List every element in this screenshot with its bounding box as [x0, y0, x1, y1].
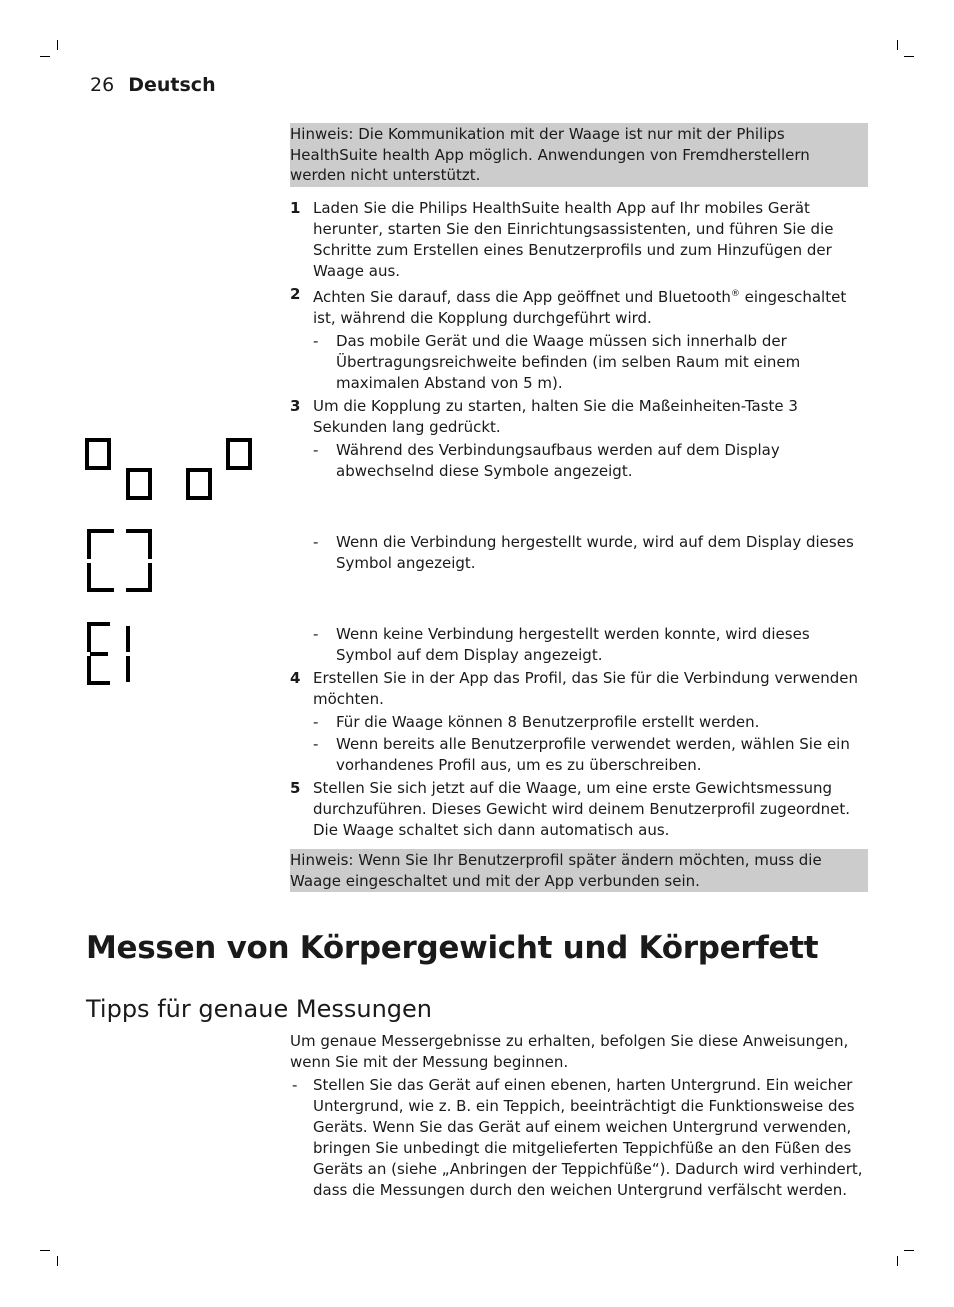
note-line: werden nicht unterstützt. [290, 166, 481, 184]
step-text: Um die Kopplung zu starten, halten Sie die Maßeinheiten-Taste 3 Sekunden lang gedrückt. [313, 397, 798, 436]
sub-text: Wenn die Verbindung hergestellt wurde, wird auf dem Display dieses Symbol angezeigt. [336, 533, 854, 572]
tips-intro: Um genaue Messergebnisse zu erhalten, befolgen Sie diese Anweisungen, wenn Sie mit der Messung beginnen. [290, 1032, 849, 1071]
registered-mark: ® [730, 289, 740, 299]
dash-marker: - [313, 533, 319, 551]
note-line: Hinweis: Wenn Sie Ihr Benutzerprofil später ändern möchten, muss die [290, 851, 822, 869]
step-text: Stellen Sie sich jetzt auf die Waage, um eine erste Gewichtsmessung durchzuführen. Dieses Gewicht wird deinem Benutzerprofil zugeordnet. Die Waage schaltet sich dann automatisch aus. [313, 779, 851, 839]
section-title: Messen von Körpergewicht und Körperfett [86, 930, 819, 966]
crop-mark [40, 56, 50, 57]
sub-item [290, 624, 868, 666]
dash-marker: - [313, 735, 319, 753]
step-text: Erstellen Sie in der App das Profil, das Sie für die Verbindung verwenden möchten. [313, 669, 858, 708]
sub-text: Wenn keine Verbindung hergestellt werden konnte, wird dieses Symbol auf dem Display angezeigt. [336, 625, 810, 664]
sub-item [290, 734, 868, 776]
note-line: Waage eingeschaltet und mit der App verbunden sein. [290, 871, 700, 890]
step-number: 3 [290, 397, 301, 415]
sub-text: Während des Verbindungsaufbaus werden auf dem Display abwechselnd diese Symbole angezeigt. [336, 441, 780, 480]
page-header [90, 74, 216, 96]
crop-mark [57, 40, 58, 50]
sub-item [290, 712, 868, 733]
sub-text: Wenn bereits alle Benutzerprofile verwendet werden, wählen Sie ein vorhandenes Profil aus, um es zu überschreiben. [336, 735, 850, 774]
sub-item [290, 532, 868, 574]
note-box [290, 849, 868, 892]
step-item [290, 778, 868, 841]
step-item [290, 198, 868, 282]
step-item [290, 284, 868, 329]
note-line: Hinweis: Die Kommunikation mit der Waage ist nur mit der Philips [290, 125, 785, 143]
step-text: Achten Sie darauf, dass die App geöffnet und Bluetooth® eingeschaltet ist, während die Kopplung durchgeführt wird. [313, 288, 847, 327]
sub-item [290, 331, 868, 394]
crop-mark [904, 1250, 914, 1251]
step-number: 4 [290, 669, 301, 687]
step-text: Laden Sie die Philips HealthSuite health App auf Ihr mobiles Gerät herunter, starten Sie den Einrichtungsassistenten, und führen Sie die Schritte zum Erstellen eines Benutzerprofils und zum Hinzufügen der Waage aus. [313, 199, 834, 280]
step-number: 1 [290, 199, 301, 217]
sub-text: Das mobile Gerät und die Waage müssen sich innerhalb der Übertragungsreichweite befinden (im selben Raum mit einem maximalen Abstand von 5 m). [336, 332, 801, 392]
step-item [290, 668, 868, 710]
step-number: 2 [290, 285, 301, 303]
crop-mark [897, 1256, 898, 1266]
connected-display-icon [84, 528, 160, 594]
crop-mark [40, 1250, 50, 1251]
subsection-title: Tipps für genaue Messungen [86, 995, 432, 1023]
error-display-icon [84, 620, 144, 688]
step-item [290, 396, 868, 438]
pairing-display-icon [84, 435, 260, 503]
page-number: 26 [90, 74, 115, 96]
step-number: 5 [290, 779, 301, 797]
dash-marker: - [313, 713, 319, 731]
sub-text: Für die Waage können 8 Benutzerprofile erstellt werden. [336, 713, 760, 731]
crop-mark [57, 1256, 58, 1266]
language-label: Deutsch [128, 74, 216, 96]
tip-item [290, 1075, 868, 1201]
tips-block [290, 1031, 868, 1201]
crop-mark [904, 56, 914, 57]
tip-text: Stellen Sie das Gerät auf einen ebenen, harten Untergrund. Ein weicher Untergrund, wie z. B. ein Teppich, beeinträchtigt die Funktionsweise des Geräts. Wenn Sie das Gerät auf einem weichen Untergrund verwenden, bringen Sie unbedingt die mitgelieferten Teppichfüße an den Füßen des Geräts an (siehe „Anbringen der Teppichfüße“). Dadurch wird verhindert, dass die Messungen durch den weichen Untergrund verfälscht werden. [313, 1076, 863, 1199]
steps-list [290, 198, 868, 841]
crop-mark [897, 40, 898, 50]
dash-marker: - [313, 625, 319, 643]
note-box [290, 123, 868, 187]
dash-marker: - [313, 441, 319, 459]
dash-marker: - [292, 1076, 298, 1094]
note-line: HealthSuite health App möglich. Anwendungen von Fremdherstellern [290, 145, 810, 164]
sub-item [290, 440, 868, 482]
dash-marker: - [313, 332, 319, 350]
